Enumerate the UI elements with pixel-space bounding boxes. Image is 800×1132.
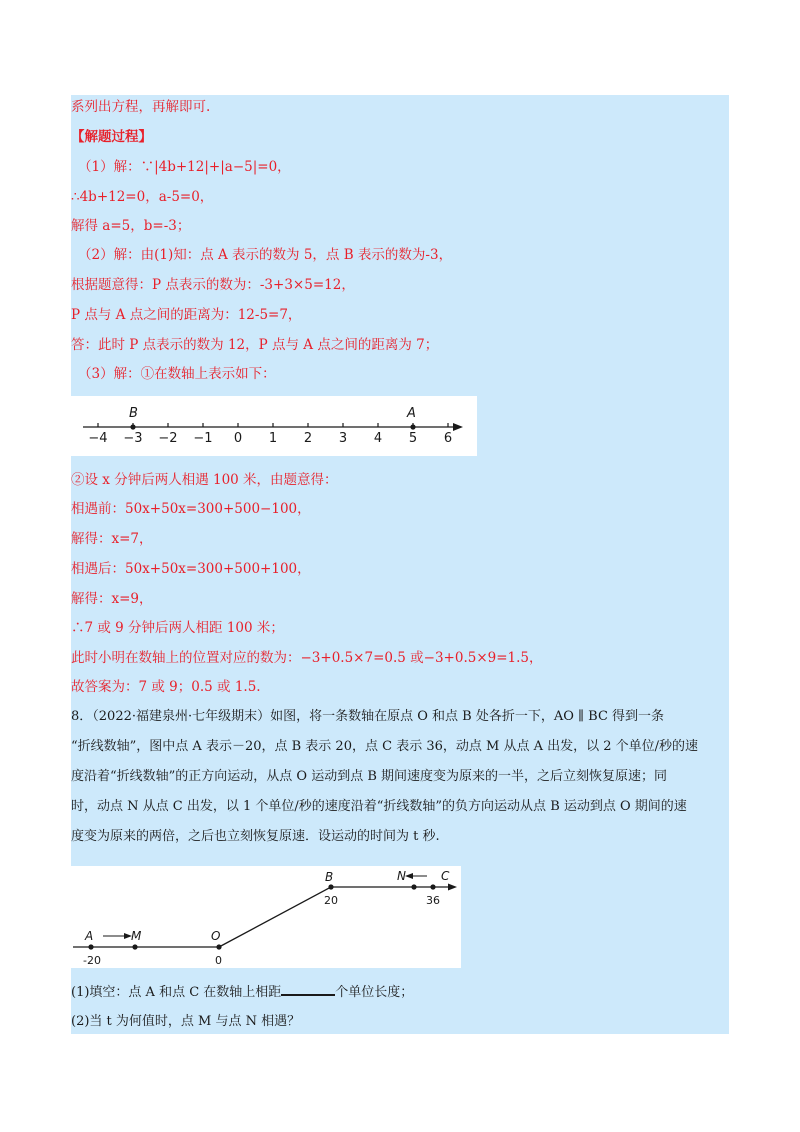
point-b-dot: [328, 884, 333, 889]
solution-line-9: ②设 x 分钟后两人相遇 100 米，由题意得：: [71, 472, 338, 488]
number-line-tick-label: 4: [373, 431, 383, 446]
problem8-line-5: 度变为原来的两倍，之后也立刻恢复原速．设运动的时间为 t 秒.: [71, 829, 440, 844]
question-1: [71, 982, 413, 1003]
point-a-dot: [88, 944, 93, 949]
question-1-suffix: 个单位长度；: [335, 985, 414, 1000]
number-line-tick-label: 0: [233, 431, 243, 446]
solution-line-12: 相遇后：50x+50x=300+500+100，: [71, 561, 311, 577]
number-line-svg: [71, 396, 477, 456]
number-line-tick-label: −3: [123, 431, 143, 446]
broken-number-line-figure: [71, 866, 461, 968]
value-b: 20: [324, 894, 338, 907]
number-line-tick-label: 2: [303, 431, 313, 446]
solution-line-1: （1）解：∵|4b+12|+|a−5|=0，: [78, 159, 291, 175]
broken-number-line-svg: [71, 866, 461, 968]
point-c-dot: [430, 884, 435, 889]
point-b-dot: [130, 424, 135, 429]
solution-line-13: 解得：x=9，: [71, 591, 153, 607]
solution-line-5: 根据题意得：P 点表示的数为：-3+3×5=12，: [71, 277, 355, 293]
problem8-line-4: 时，动点 N 从点 C 出发，以 1 个单位/秒的速度沿着“折线数轴”的负方向运动从点 B 运动到点 O 期间的速: [71, 799, 687, 814]
question-2: (2)当 t 为何值时，点 M 与点 N 相遇？: [71, 1014, 301, 1029]
point-m-dot: [132, 944, 137, 949]
number-line-figure: [71, 396, 477, 456]
label-o: O: [211, 929, 221, 943]
question-1-prefix: (1)填空：点 A 和点 C 在数轴上相距: [71, 985, 282, 1000]
arrow-c-to-n-head: [405, 873, 413, 879]
solution-line-10: 相遇前：50x+50x=300+500−100，: [71, 501, 311, 517]
point-a-label: A: [407, 406, 416, 421]
label-b: B: [325, 870, 334, 884]
number-line-tick-label: −4: [88, 431, 108, 446]
solution-line-7: 答：此时 P 点表示的数为 12，P 点与 A 点之间的距离为 7；: [71, 337, 439, 353]
point-a-dot: [410, 424, 415, 429]
solution-line-2: ∴4b+12=0，a-5=0，: [71, 189, 214, 205]
solution-line-11: 解得：x=7，: [71, 531, 153, 547]
number-line-tick-label: −2: [158, 431, 178, 446]
answer-blank[interactable]: [281, 982, 335, 996]
point-n-dot: [411, 884, 416, 889]
solution-line-4: （2）解：由(1)知：点 A 表示的数为 5，点 B 表示的数为-3，: [78, 247, 453, 263]
solution-line-16: 故答案为：7 或 9；0.5 或 1.5.: [71, 679, 261, 695]
number-line-arrow: [453, 423, 463, 431]
solution-heading: 【解题过程】: [71, 129, 152, 145]
label-m: M: [131, 929, 142, 943]
axis-arrow: [448, 884, 457, 891]
number-line-tick-label: 5: [408, 431, 418, 446]
point-b-label: B: [129, 406, 138, 421]
value-o: 0: [215, 954, 222, 967]
problem8-line-1: 8．（2022·福建泉州·七年级期末）如图，将一条数轴在原点 O 和点 B 处各折一下，AO ∥ BC 得到一条: [71, 709, 665, 724]
segment-ob: [219, 887, 331, 947]
solution-line-15: 此时小明在数轴上的位置对应的数为：−3+0.5×7=0.5 或−3+0.5×9=1.5，: [71, 650, 543, 666]
problem8-line-3: 度沿着“折线数轴”的正方向运动，从点 O 运动到点 B 期间速度变为原来的一半，之后立刻恢复原速；同: [71, 769, 668, 784]
label-a: A: [85, 929, 94, 943]
label-n: N: [397, 869, 406, 883]
solution-intro: 系列出方程，再解即可.: [71, 99, 211, 115]
solution-line-14: ∴7 或 9 分钟后两人相距 100 米；: [71, 620, 284, 636]
number-line-tick-label: 6: [443, 431, 453, 446]
value-c: 36: [426, 894, 440, 907]
number-line-tick-label: 1: [268, 431, 278, 446]
solution-line-8: （3）解：①在数轴上表示如下：: [78, 366, 276, 382]
value-a: -20: [83, 954, 101, 967]
label-c: C: [441, 869, 450, 883]
solution-line-3: 解得 a=5，b=-3；: [71, 218, 191, 234]
number-line-tick-label: −1: [193, 431, 213, 446]
point-o-dot: [216, 944, 221, 949]
solution-line-6: P 点与 A 点之间的距离为：12-5=7，: [71, 307, 302, 323]
problem8-line-2: “折线数轴”，图中点 A 表示－20，点 B 表示 20，点 C 表示 36，动点 M 从点 A 出发，以 2 个单位/秒的速: [71, 739, 699, 754]
number-line-tick-label: 3: [338, 431, 348, 446]
